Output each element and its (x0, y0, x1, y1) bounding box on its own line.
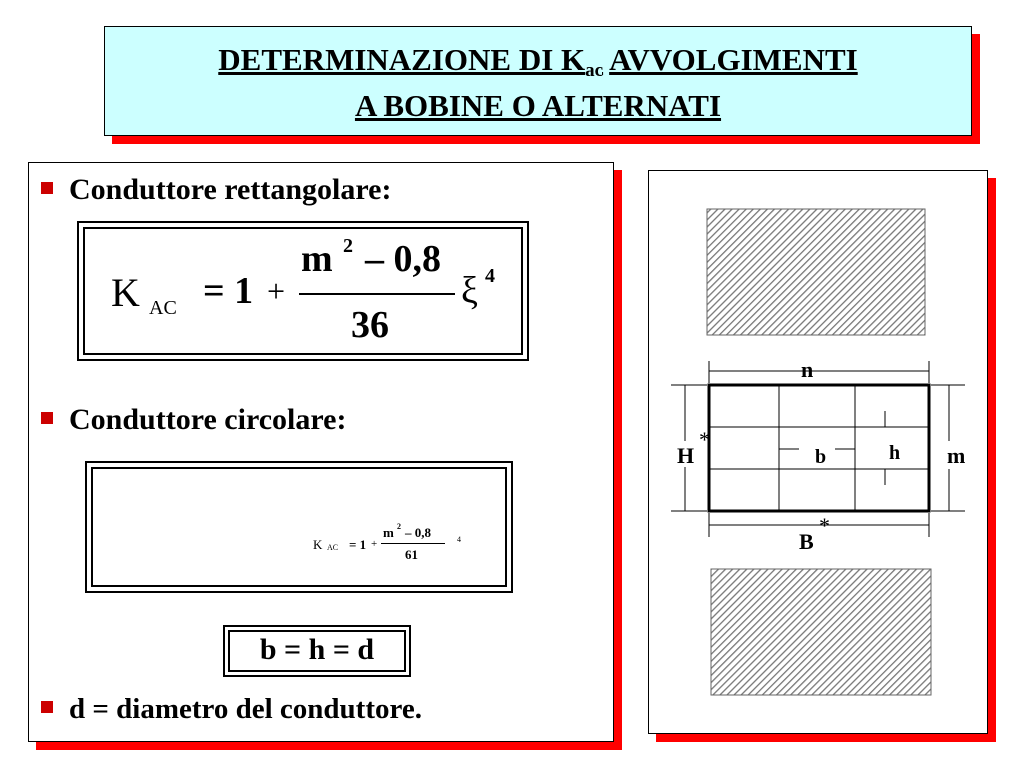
formula-rect-K-sub: AC (149, 297, 177, 319)
bullet-square-icon (41, 412, 53, 424)
left-panel-frame (28, 162, 614, 742)
title-line1-prefix: DETERMINAZIONE DI K (218, 42, 586, 77)
formula-circ-K: K (313, 537, 323, 552)
title-box (104, 26, 972, 136)
left-panel (28, 162, 614, 742)
label-h: h (889, 442, 901, 464)
formula-rect-denominator: 36 (351, 304, 389, 346)
bullet-square-icon (41, 182, 53, 194)
formula-circ-box (85, 461, 513, 593)
formula-rect-num-rest: – 0,8 (365, 238, 441, 280)
formula-circ-K-sub: AC (327, 543, 339, 552)
label-H: H (677, 443, 695, 468)
right-panel (648, 170, 988, 734)
formula-rect-xi: ξ (461, 270, 478, 312)
winding-diagram (649, 171, 989, 735)
core-bottom-hatched (711, 569, 931, 695)
label-b: b (815, 446, 827, 468)
formula-rect-xi-exp: 4 (485, 265, 495, 287)
formula-circ-equals-one: = 1 (349, 537, 367, 552)
formula-rect-plus: + (267, 273, 286, 309)
label-B: B (799, 529, 814, 554)
formula-circ-denominator: 61 (405, 547, 418, 562)
title-line1-suffix: AVVOLGIMENTI (609, 42, 858, 77)
formula-circ-num-rest: – 0,8 (405, 525, 431, 540)
label-H-star: * (699, 427, 710, 452)
equality-text: b = h = d (259, 633, 375, 666)
bullet-rectangular-text: Conduttore rettangolare: (69, 173, 392, 206)
formula-rect-num-exp: 2 (343, 235, 353, 257)
formula-rect-box (77, 221, 529, 361)
core-top-hatched (707, 209, 925, 335)
bullet-circular-text: Conduttore circolare: (69, 403, 347, 436)
bullet-diameter-text: d = diametro del conduttore. (69, 693, 422, 725)
formula-circ-xi-exp: 4 (457, 535, 461, 544)
formula-circ-num-exp: 2 (397, 522, 401, 531)
title-line2: A BOBINE O ALTERNATI (354, 88, 722, 123)
label-n: n (801, 357, 814, 382)
label-B-star: * (819, 513, 830, 538)
label-m: m (947, 443, 966, 468)
formula-rect-K: K (111, 270, 140, 315)
equality-box (223, 625, 411, 677)
right-panel-frame (648, 170, 988, 734)
formula-rect-num-m: m (301, 238, 333, 280)
bullet-square-icon (41, 701, 53, 713)
bullet-circular (41, 403, 346, 437)
bullet-diameter (41, 693, 422, 726)
formula-circ-plus: + (371, 538, 378, 550)
formula-circ-fraction-line (381, 543, 445, 544)
bullet-rectangular (41, 173, 391, 207)
title-frame (104, 26, 972, 136)
dimension-n (709, 361, 929, 383)
formula-rect-equals-one: = 1 (203, 270, 254, 312)
title-line1-sub: ac (585, 60, 604, 81)
formula-rect-fraction-line (299, 293, 455, 295)
formula-circ-num-m: m (383, 525, 394, 540)
slide-title (105, 37, 971, 129)
